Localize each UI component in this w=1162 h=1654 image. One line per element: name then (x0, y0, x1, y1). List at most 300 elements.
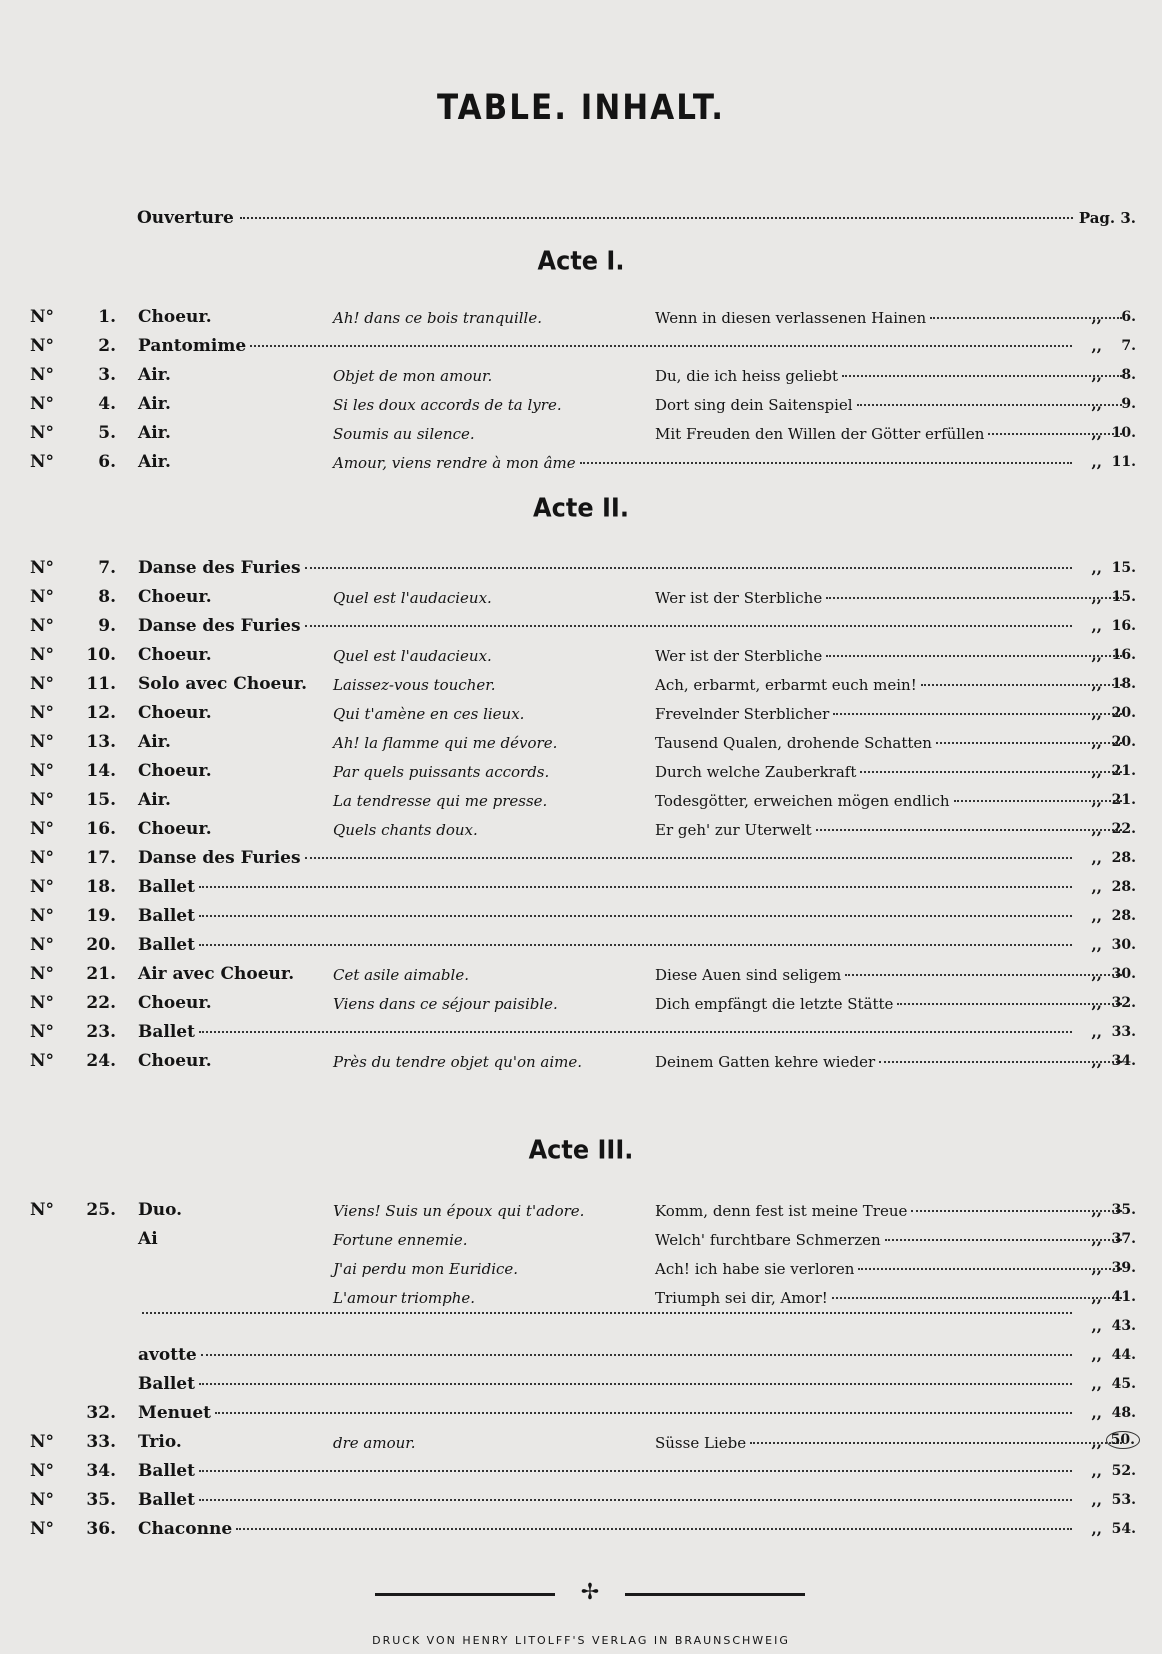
number-value: 22. (86, 993, 116, 1013)
number-value: 15. (86, 790, 116, 810)
dot-leader (142, 1312, 1072, 1314)
piece-title (138, 848, 1076, 868)
page-number: 35. (1111, 1202, 1136, 1218)
ditto-mark: ,, (1091, 1375, 1102, 1393)
piece-name: Choeur. (138, 1051, 212, 1071)
german-text: Wer ist der Sterbliche (655, 589, 823, 607)
piece-name: Pantomime (138, 336, 247, 356)
german-incipit (655, 995, 1126, 1013)
german-incipit (655, 676, 1126, 694)
printer-imprint: DRUCK VON HENRY LITOLFF'S VERLAG IN BRAUNSCHWEIG (372, 1634, 790, 1647)
entry-number (30, 935, 116, 955)
toc-entry (0, 844, 1162, 873)
number-value: 21. (86, 964, 116, 984)
number-label: N° (30, 848, 55, 868)
entry-number (30, 645, 116, 665)
piece-title (138, 1022, 1076, 1042)
ditto-mark: ,, (1091, 1259, 1102, 1277)
toc-entry (0, 554, 1162, 583)
dot-leader (858, 1268, 1122, 1270)
ditto-mark: ,, (1091, 1317, 1102, 1335)
french-incipit: Près du tendre objet qu'on aime. (333, 1053, 583, 1071)
number-label: N° (30, 732, 55, 752)
number-value: 32. (86, 1403, 116, 1423)
number-value: 1. (98, 307, 116, 327)
entry-number (30, 877, 116, 897)
entry-number (30, 819, 116, 839)
number-label: N° (30, 1461, 55, 1481)
piece-name: Air. (138, 732, 171, 752)
toc-entry (0, 757, 1162, 786)
german-incipit (655, 705, 1126, 723)
toc-entry (0, 699, 1162, 728)
entry-number (30, 1432, 116, 1452)
dot-leader (305, 625, 1072, 627)
german-text: Diese Auen sind seligem (655, 966, 842, 984)
ditto-mark: ,, (1091, 1462, 1102, 1480)
german-incipit (655, 647, 1126, 665)
piece-name: avotte (138, 1345, 197, 1365)
number-label: N° (30, 1490, 55, 1510)
page-number: 20. (1111, 734, 1136, 750)
ditto-mark: ,, (1091, 646, 1102, 664)
piece-name: Air. (138, 394, 171, 414)
entry-number (30, 1519, 116, 1539)
piece-title (138, 935, 1076, 955)
french-incipit: La tendresse qui me presse. (333, 792, 548, 810)
number-value: 25. (86, 1200, 116, 1220)
number-label: N° (30, 1051, 55, 1071)
page-number: 22. (1111, 821, 1136, 837)
ditto-mark: ,, (1091, 395, 1102, 413)
toc-entry (0, 448, 1162, 477)
page-number: 10. (1111, 425, 1136, 441)
dot-leader (842, 375, 1122, 377)
ornament-rule-right (625, 1593, 805, 1596)
piece-title (138, 877, 1076, 897)
ditto-mark: ,, (1091, 1230, 1102, 1248)
page-number: 37. (1111, 1231, 1136, 1247)
toc-entry (0, 931, 1162, 960)
german-text: Frevelnder Sterblicher (655, 705, 830, 723)
toc-entry (0, 989, 1162, 1018)
german-text: Welch' furchtbare Schmerzen (655, 1231, 881, 1249)
ditto-mark: ,, (1091, 849, 1102, 867)
toc-entry (0, 728, 1162, 757)
ditto-mark: ,, (1091, 936, 1102, 954)
number-label: N° (30, 964, 55, 984)
french-incipit: Ah! dans ce bois tranquille. (333, 309, 543, 327)
toc-entry (0, 390, 1162, 419)
french-incipit: L'amour triomphe. (333, 1289, 476, 1307)
entry-number (30, 1374, 116, 1394)
german-text: Er geh' zur Uterwelt (655, 821, 812, 839)
number-label: N° (30, 423, 55, 443)
piece-name: Air. (138, 365, 171, 385)
piece-name: Air. (138, 790, 171, 810)
french-incipit: Par quels puissants accords. (333, 763, 550, 781)
entry-number (30, 558, 116, 578)
page-number: 54. (1111, 1521, 1136, 1537)
toc-entry (0, 303, 1162, 332)
german-incipit (655, 1289, 1126, 1307)
page-number: 34. (1111, 1053, 1136, 1069)
french-incipit: Cet asile aimable. (333, 966, 469, 984)
ditto-mark: ,, (1091, 907, 1102, 925)
piece-name: Ballet (138, 1374, 195, 1394)
german-text: Ach! ich habe sie verloren (655, 1260, 855, 1278)
act-3-heading: Acte III. (528, 1134, 634, 1166)
dot-leader (199, 1499, 1072, 1501)
german-text: Ach, erbarmt, erbarmt euch mein! (655, 676, 917, 694)
german-incipit (655, 734, 1126, 752)
german-incipit (655, 1231, 1126, 1249)
entry-number (30, 848, 116, 868)
entry-number (30, 587, 116, 607)
piece-title (138, 1490, 1076, 1510)
number-value: 20. (86, 935, 116, 955)
piece-title (138, 1519, 1076, 1539)
dot-leader (816, 829, 1122, 831)
piece-name: Duo. (138, 1200, 183, 1220)
german-text: Todesgötter, erweichen mögen endlich (655, 792, 950, 810)
number-label: N° (30, 365, 55, 385)
ditto-mark: ,, (1091, 1201, 1102, 1219)
german-text: Mit Freuden den Willen der Götter erfüllen (655, 425, 985, 443)
number-value: 24. (86, 1051, 116, 1071)
entry-number (30, 394, 116, 414)
page-number: 41. (1111, 1289, 1136, 1305)
german-incipit (655, 966, 1126, 984)
number-value: 18. (86, 877, 116, 897)
dot-leader (879, 1061, 1122, 1063)
number-value: 34. (86, 1461, 116, 1481)
dot-leader (199, 1470, 1072, 1472)
piece-name: Ballet (138, 935, 195, 955)
entry-number (30, 307, 116, 327)
entry-number (30, 761, 116, 781)
act-2-heading: Acte II. (533, 492, 629, 524)
number-label: N° (30, 587, 55, 607)
entry-number (30, 1229, 116, 1249)
piece-name: Chaconne (138, 1519, 233, 1539)
french-incipit: Quel est l'audacieux. (333, 589, 492, 607)
number-value: 3. (98, 365, 116, 385)
number-label: N° (30, 616, 55, 636)
piece-name: Air avec Choeur. (138, 964, 295, 984)
dot-leader (240, 217, 1073, 219)
number-value: 9. (98, 616, 116, 636)
german-incipit (655, 396, 1126, 414)
number-label: N° (30, 703, 55, 723)
german-text: Süsse Liebe (655, 1434, 747, 1452)
page-number: 52. (1111, 1463, 1136, 1479)
dot-leader (305, 567, 1072, 569)
dot-leader (199, 944, 1072, 946)
dot-leader (826, 655, 1122, 657)
french-incipit: Objet de mon amour. (333, 367, 493, 385)
dot-leader (201, 1354, 1072, 1356)
piece-title (138, 1345, 1076, 1365)
ditto-mark: ,, (1091, 1052, 1102, 1070)
entry-number (30, 1316, 116, 1336)
number-label: N° (30, 1519, 55, 1539)
number-value: 2. (98, 336, 116, 356)
piece-name: Ballet (138, 906, 195, 926)
toc-entry (0, 332, 1162, 361)
piece-name: Ai (138, 1229, 158, 1249)
dot-leader (826, 597, 1122, 599)
german-text: Tausend Qualen, drohende Schatten (655, 734, 932, 752)
french-incipit (333, 454, 1076, 472)
entry-number (30, 1258, 116, 1278)
piece-title (138, 1316, 1076, 1318)
french-incipit: Ah! la flamme qui me dévore. (333, 734, 558, 752)
act-1-heading: Acte I. (537, 245, 625, 277)
toc-entry (0, 583, 1162, 612)
piece-title (138, 558, 1076, 578)
dot-leader (845, 974, 1122, 976)
ditto-mark: ,, (1091, 424, 1102, 442)
dot-leader (580, 462, 1072, 464)
german-text: Triumph sei dir, Amor! (655, 1289, 828, 1307)
number-label: N° (30, 394, 55, 414)
piece-name: Danse des Furies (138, 616, 301, 636)
number-value: 10. (86, 645, 116, 665)
ditto-mark: ,, (1091, 994, 1102, 1012)
piece-name: Choeur. (138, 307, 212, 327)
ditto-mark: ,, (1091, 1491, 1102, 1509)
toc-entry (0, 1283, 1162, 1312)
number-label: N° (30, 906, 55, 926)
piece-name: Air. (138, 452, 171, 472)
toc-entry (0, 902, 1162, 931)
piece-name: Air. (138, 423, 171, 443)
entry-number (30, 790, 116, 810)
toc-entry (0, 815, 1162, 844)
french-incipit: Viens! Suis un époux qui t'adore. (333, 1202, 585, 1220)
piece-name: Danse des Furies (138, 848, 301, 868)
toc-entry (0, 1225, 1162, 1254)
toc-entry (0, 670, 1162, 699)
german-text: Wer ist der Sterbliche (655, 647, 823, 665)
footer-ornament (375, 1580, 805, 1605)
number-label: N° (30, 1022, 55, 1042)
piece-title (138, 1403, 1076, 1423)
number-value: 16. (86, 819, 116, 839)
entry-number (30, 1345, 116, 1365)
number-label: N° (30, 819, 55, 839)
number-value: 6. (98, 452, 116, 472)
dot-leader (897, 1003, 1122, 1005)
number-value: 35. (86, 1490, 116, 1510)
toc-entry (0, 641, 1162, 670)
entry-number (30, 423, 116, 443)
entry-number (30, 1051, 116, 1071)
number-value: 33. (86, 1432, 116, 1452)
entry-number (30, 1403, 116, 1423)
entry-number (30, 906, 116, 926)
act-3-entries (0, 1196, 1162, 1544)
piece-name: Solo avec Choeur. (138, 674, 308, 694)
german-incipit (655, 367, 1126, 385)
page-title: TABLE. INHALT. (436, 87, 726, 129)
number-value: 36. (86, 1519, 116, 1539)
ditto-mark: ,, (1091, 965, 1102, 983)
german-incipit (655, 309, 1126, 327)
dot-leader (215, 1412, 1072, 1414)
toc-entry (0, 612, 1162, 641)
german-text: Dich empfängt die letzte Stätte (655, 995, 894, 1013)
number-label: N° (30, 761, 55, 781)
number-label: N° (30, 645, 55, 665)
toc-entry (0, 786, 1162, 815)
german-incipit (655, 792, 1126, 810)
page-number: 7. (1121, 338, 1136, 354)
act-1-entries (0, 303, 1162, 477)
french-incipit: Soumis au silence. (333, 425, 475, 443)
number-label: N° (30, 307, 55, 327)
page-number: 6. (1121, 309, 1136, 325)
dot-leader (199, 1383, 1072, 1385)
french-incipit: Laissez-vous toucher. (333, 676, 496, 694)
dot-leader (305, 857, 1072, 859)
page-number: 44. (1111, 1347, 1136, 1363)
toc-entry (0, 1341, 1162, 1370)
toc-entry (0, 1457, 1162, 1486)
number-label: N° (30, 558, 55, 578)
piece-name: Choeur. (138, 993, 212, 1013)
page-number: 28. (1111, 879, 1136, 895)
german-incipit (655, 1434, 1126, 1452)
page-number: 20. (1111, 705, 1136, 721)
piece-title (138, 1374, 1076, 1394)
ditto-mark: ,, (1091, 820, 1102, 838)
number-label: N° (30, 674, 55, 694)
piece-name: Choeur. (138, 761, 212, 781)
ditto-mark: ,, (1091, 1404, 1102, 1422)
french-incipit: Quel est l'audacieux. (333, 647, 492, 665)
piece-title (138, 616, 1076, 636)
number-value: 23. (86, 1022, 116, 1042)
entry-number (30, 1287, 116, 1307)
ditto-mark: ,, (1091, 1520, 1102, 1538)
number-label: N° (30, 935, 55, 955)
german-text: Durch welche Zauberkraft (655, 763, 857, 781)
french-incipit: J'ai perdu mon Euridice. (333, 1260, 519, 1278)
piece-name: Menuet (138, 1403, 212, 1423)
piece-name: Danse des Furies (138, 558, 301, 578)
german-incipit (655, 425, 1126, 443)
toc-entry (0, 1047, 1162, 1076)
piece-title (138, 1461, 1076, 1481)
toc-entry (0, 1515, 1162, 1544)
toc-entry (0, 1312, 1162, 1341)
number-label: N° (30, 336, 55, 356)
ditto-mark: ,, (1091, 1023, 1102, 1041)
french-incipit: Fortune ennemie. (333, 1231, 468, 1249)
piece-name: Choeur. (138, 703, 212, 723)
dot-leader (199, 886, 1072, 888)
ditto-mark: ,, (1091, 588, 1102, 606)
toc-entry (0, 361, 1162, 390)
toc-entry (0, 1254, 1162, 1283)
entry-number (30, 964, 116, 984)
ditto-mark: ,, (1091, 1433, 1102, 1451)
french-incipit: Qui t'amène en ces lieux. (333, 705, 525, 723)
toc-entry (0, 419, 1162, 448)
entry-number (30, 1461, 116, 1481)
dot-leader (833, 713, 1122, 715)
act-2-entries (0, 554, 1162, 1076)
entry-number (30, 336, 116, 356)
entry-number (30, 993, 116, 1013)
ditto-mark: ,, (1091, 791, 1102, 809)
number-value: 11. (86, 674, 116, 694)
piece-name: Ballet (138, 1022, 195, 1042)
page-number: 48. (1111, 1405, 1136, 1421)
page-number: 18. (1111, 676, 1136, 692)
page-number: 9. (1121, 396, 1136, 412)
dot-leader (885, 1239, 1122, 1241)
german-text: Dort sing dein Saitenspiel (655, 396, 853, 414)
toc-entry (0, 1428, 1162, 1457)
dot-leader (199, 1031, 1072, 1033)
number-label: N° (30, 993, 55, 1013)
page-number: 16. (1111, 647, 1136, 663)
ornament-star-icon: ✢ (580, 1580, 600, 1605)
page-number: 28. (1111, 850, 1136, 866)
number-label: N° (30, 1200, 55, 1220)
ditto-mark: ,, (1091, 878, 1102, 896)
french-incipit: Viens dans ce séjour paisible. (333, 995, 558, 1013)
french-incipit: Quels chants doux. (333, 821, 478, 839)
entry-number (30, 1022, 116, 1042)
entry-number (30, 703, 116, 723)
page-number: 15. (1111, 560, 1136, 576)
page-number: 45. (1111, 1376, 1136, 1392)
german-text: Komm, denn fest ist meine Treue (655, 1202, 908, 1220)
toc-entry (0, 1486, 1162, 1515)
number-value: 8. (98, 587, 116, 607)
page-number: 43. (1111, 1318, 1136, 1334)
entry-number (30, 1490, 116, 1510)
german-incipit (655, 763, 1126, 781)
page-number: 32. (1111, 995, 1136, 1011)
number-value: 5. (98, 423, 116, 443)
number-value: 19. (86, 906, 116, 926)
dot-leader (250, 345, 1072, 347)
number-label: N° (30, 877, 55, 897)
ditto-mark: ,, (1091, 1346, 1102, 1364)
entry-number (30, 452, 116, 472)
entry-number (30, 732, 116, 752)
dot-leader (236, 1528, 1072, 1530)
ditto-mark: ,, (1091, 733, 1102, 751)
page-number: 30. (1111, 937, 1136, 953)
number-value: 4. (98, 394, 116, 414)
number-value: 12. (86, 703, 116, 723)
toc-entry (0, 1370, 1162, 1399)
piece-name: Ballet (138, 877, 195, 897)
ditto-mark: ,, (1091, 559, 1102, 577)
page-number: 28. (1111, 908, 1136, 924)
dot-leader (860, 771, 1122, 773)
german-incipit (655, 1202, 1126, 1220)
toc-entry (0, 1018, 1162, 1047)
page-number: 21. (1111, 763, 1136, 779)
german-text: Du, die ich heiss geliebt (655, 367, 838, 385)
